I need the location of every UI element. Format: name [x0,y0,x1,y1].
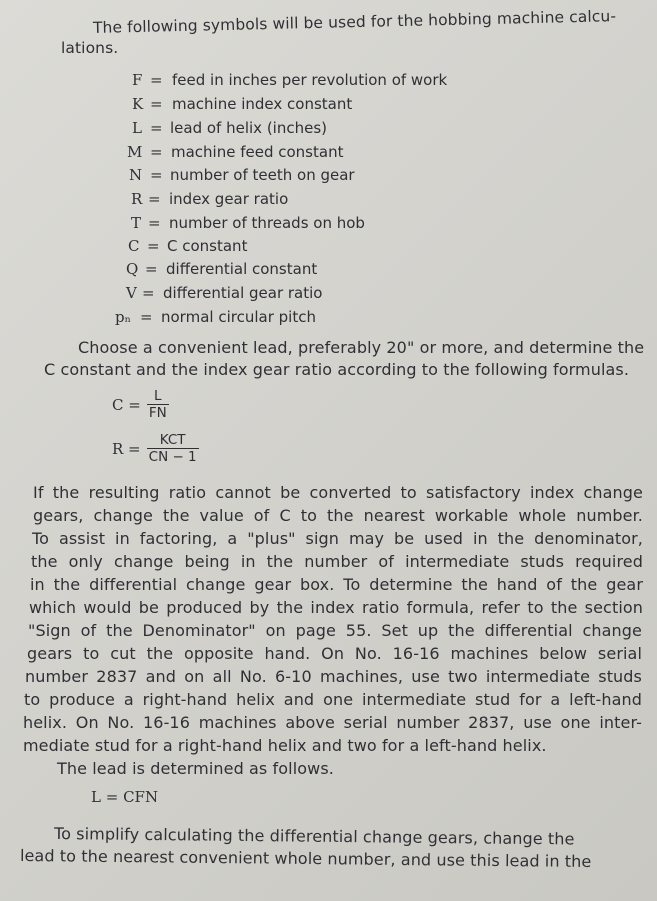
symbol-definition: lead of helix (inches) [170,119,327,137]
symbol-definition: number of threads on hob [169,214,365,232]
symbol-term: Q [126,260,139,278]
symbol-definition: machine index constant [172,95,353,113]
body-line: mediate stud for a right-hand helix and two for a left-hand helix. [23,736,547,755]
symbol-definition: index gear ratio [169,190,289,208]
symbol-definition: differential gear ratio [163,284,323,302]
symbol-definition: C constant [167,237,248,255]
intro-line-1: The following symbols will be used for the hobbing machine calcu- [92,7,617,37]
symbol-equals: = [140,308,153,326]
body-line: to produce a right-hand helix and one intermediate stud for a left-hand [24,690,642,709]
body-line: gears, change the value of C to the nearest workable whole number. [33,506,643,525]
symbol-definition: number of teeth on gear [170,166,355,184]
symbol-term: K [132,95,144,113]
formula-r [112,432,199,465]
formula-r-numerator: KCT [159,432,186,448]
symbol-term: pₙ [115,308,132,326]
symbol-definition: differential constant [166,260,318,278]
symbol-equals: = [150,119,163,137]
symbol-equals: = [147,237,160,255]
symbol-term: C [128,237,140,255]
body-line: To assist in factoring, a "plus" sign may be used in the denominator, [32,529,643,548]
symbol-equals: = [150,166,163,184]
symbol-definition: machine feed constant [171,143,344,161]
symbol-term: N [129,166,143,184]
formula-c-lhs: C = [112,395,141,414]
formula-c-denominator: FN [148,405,167,421]
symbol-definition: normal circular pitch [161,308,316,326]
symbol-term: T [131,214,142,232]
body-line: in the differential change gear box. To determine the hand of the gear [30,575,643,594]
body-line: the only change being in the number of intermediate studs required [31,552,643,571]
body-line: which would be produced by the index ratio formula, refer to the section [29,598,643,617]
symbol-term: M [127,143,143,161]
intro-line-2: lations. [61,39,119,57]
symbol-equals: = [148,214,161,232]
formula-c-numerator: L [154,388,162,404]
formula-c [112,388,169,421]
symbol-equals: = [145,260,158,278]
simplify-line-1: To simplify calculating the differential change gears, change the [53,824,575,849]
body-line: gears to cut the opposite hand. On No. 16-16 machines below serial [27,644,642,663]
lead-intro: The lead is determined as follows. [57,759,334,778]
simplify-line-2: lead to the nearest convenient whole number, and use this lead in the [19,846,592,871]
lead-formula: L = CFN [91,788,159,806]
formula-r-lhs: R = [112,439,141,458]
choose-line-1: Choose a convenient lead, preferably 20" or more, and determine the [78,338,645,357]
symbol-equals: = [142,284,155,302]
symbol-equals: = [148,190,161,208]
formula-r-denominator: CN − 1 [148,449,197,465]
symbol-term: L [132,119,142,137]
symbol-equals: = [150,95,163,113]
symbol-term: R [131,190,143,208]
body-line: If the resulting ratio cannot be converted to satisfactory index change [33,483,643,502]
body-line: helix. On No. 16-16 machines above serial number 2837, use one inter- [23,713,642,732]
symbol-term: F [132,71,143,89]
body-line: "Sign of the Denominator" on page 55. Set up the differential change [28,621,642,640]
choose-line-2: C constant and the index gear ratio according to the following formulas. [44,360,630,379]
symbol-definition: feed in inches per revolution of work [172,71,448,89]
symbol-equals: = [150,143,163,161]
body-line: number 2837 and on all No. 6-10 machines, use two intermediate studs [25,667,642,686]
symbol-equals: = [150,71,163,89]
symbol-term: V [126,284,137,302]
